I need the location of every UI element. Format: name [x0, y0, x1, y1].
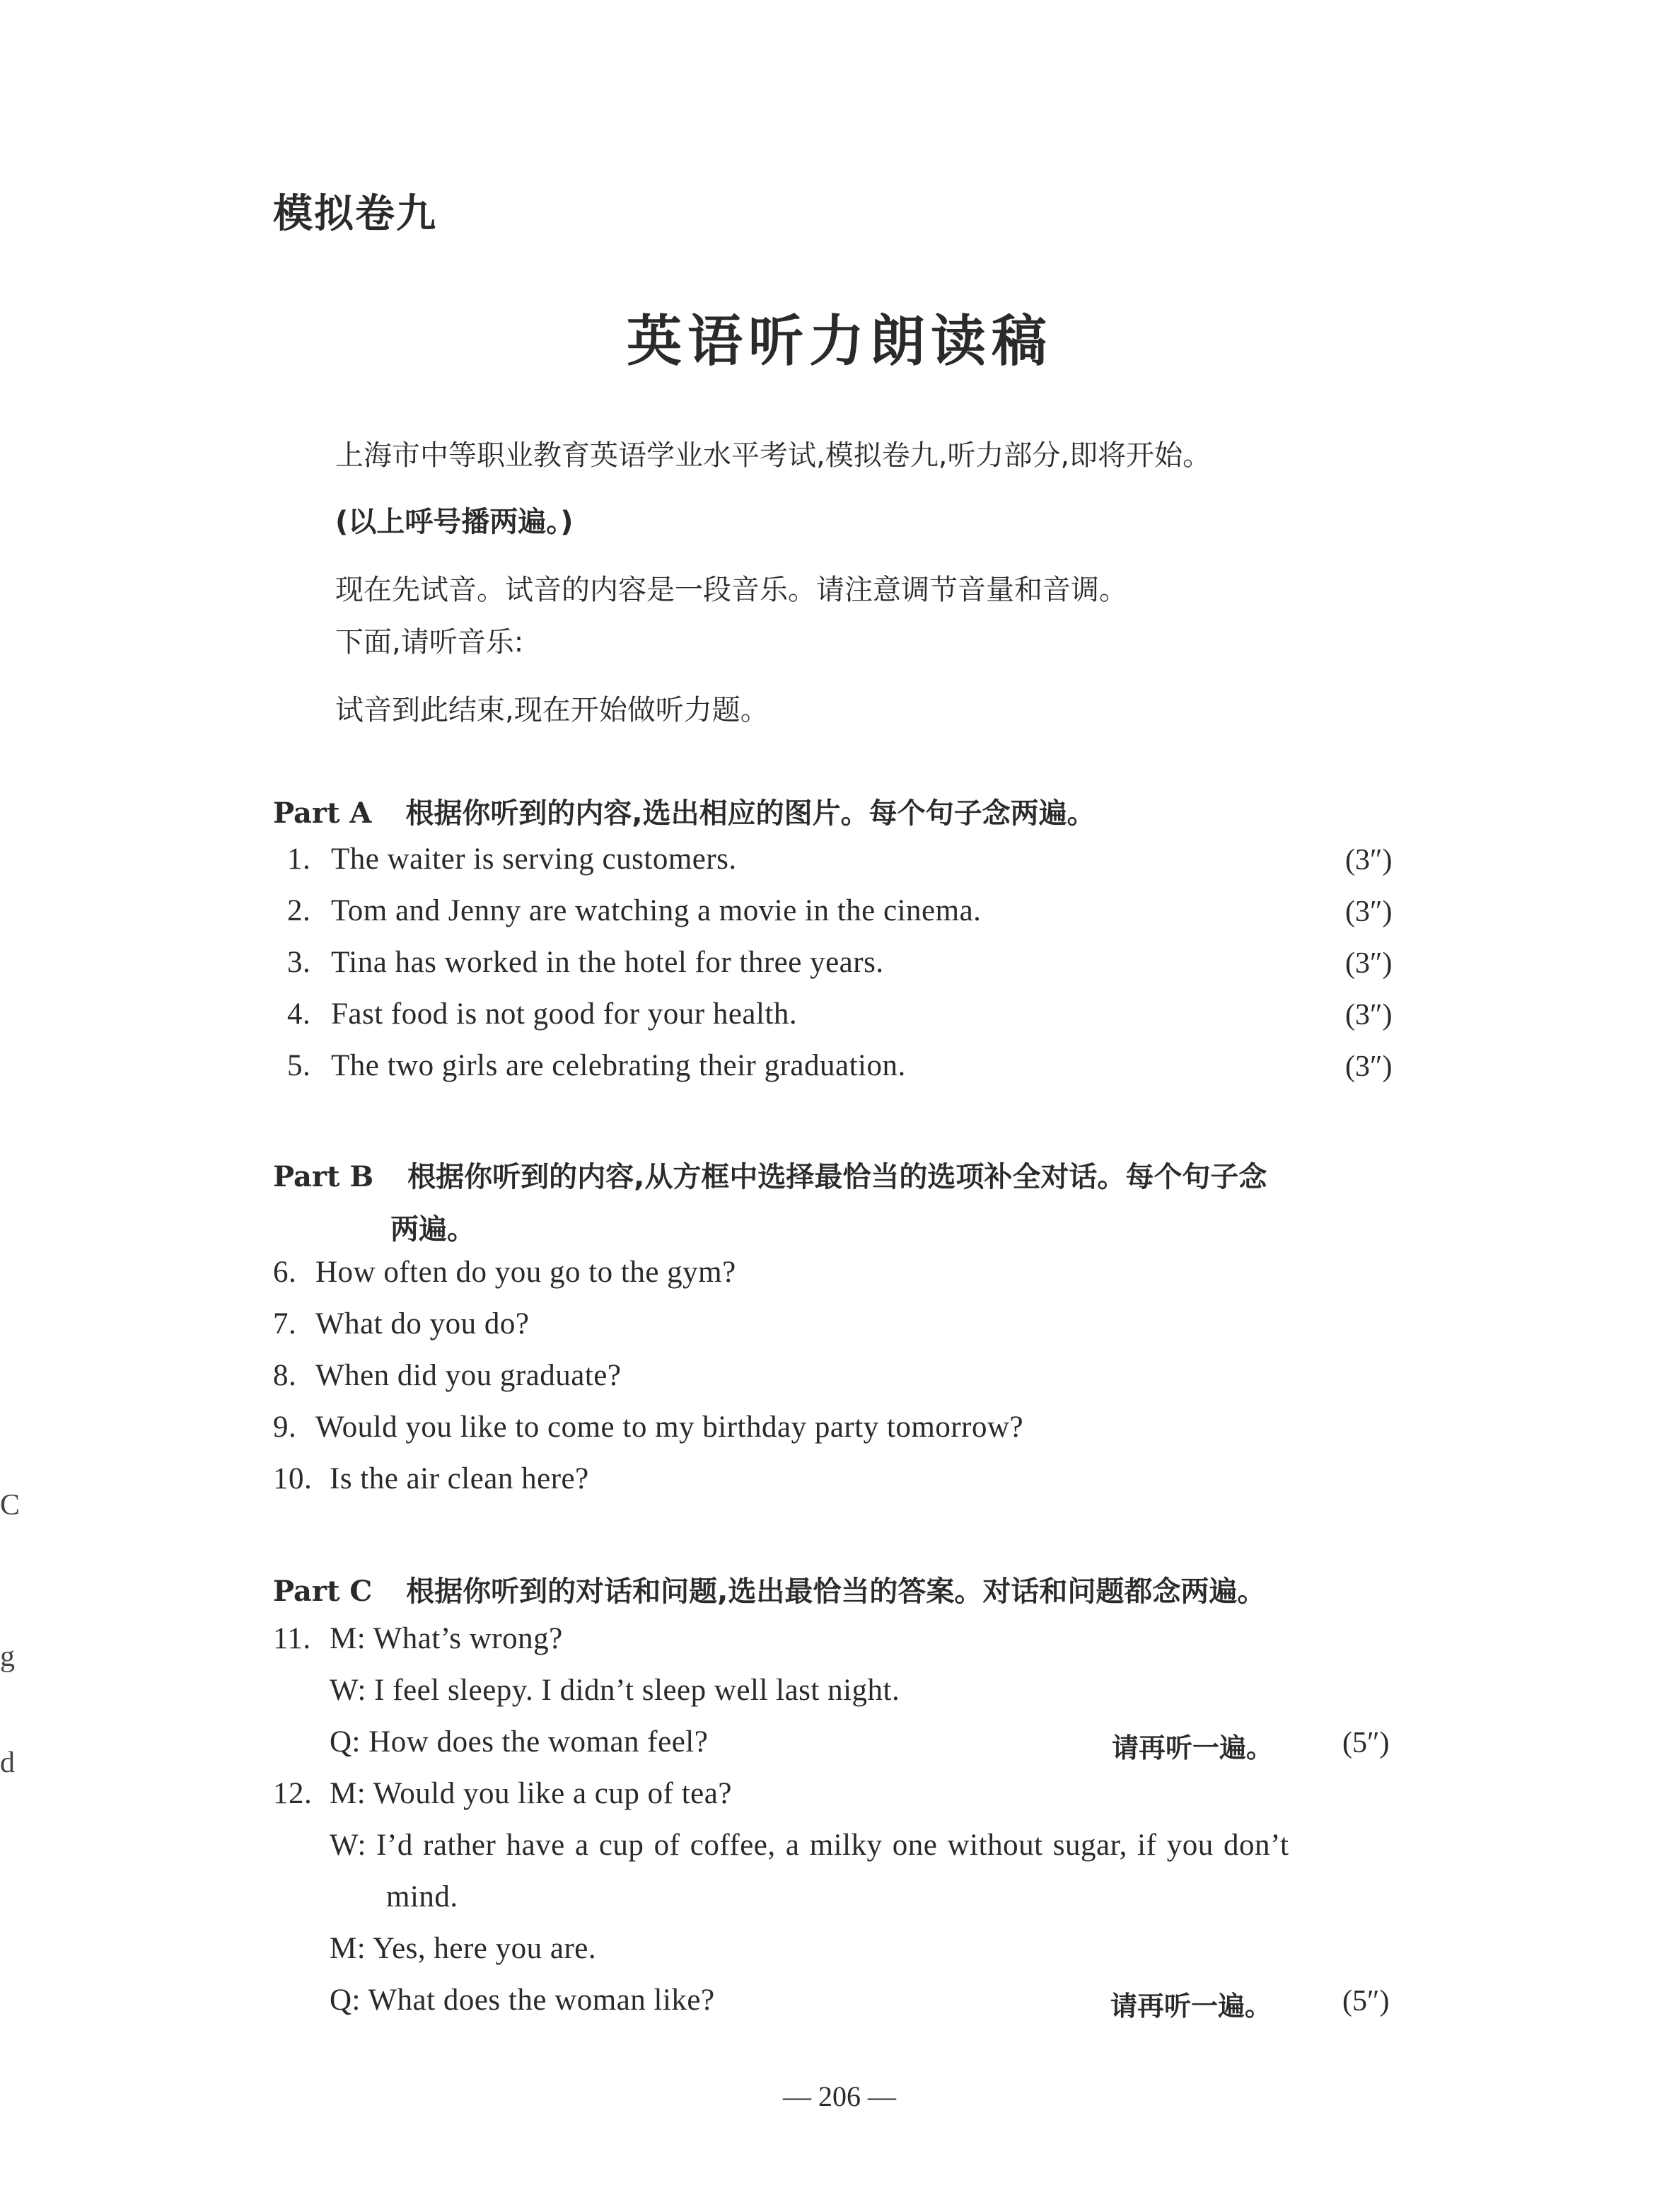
list-item: 10. Is the air clean here?: [273, 1462, 589, 1495]
q11-num: 11.: [273, 1622, 311, 1655]
intro-line-2: (以上呼号播两遍。): [335, 506, 574, 538]
list-item: 9. Would you like to come to my birthday party tomorrow?: [273, 1411, 1024, 1444]
part-b-label: Part B: [273, 1160, 374, 1193]
list-item: 7. What do you do?: [273, 1307, 530, 1340]
margin-mark: g: [0, 1640, 15, 1673]
q11-line-q: Q: How does the woman feel?: [330, 1725, 709, 1759]
page-title: 英语听力朗读稿: [626, 310, 1052, 374]
q12-line-m2: M: Yes, here you are.: [330, 1932, 597, 1965]
list-item: 3. Tina has worked in the hotel for three years.: [287, 946, 884, 979]
list-item: 1. The waiter is serving customers.: [287, 842, 737, 876]
list-item: 6. How often do you go to the gym?: [273, 1256, 736, 1289]
repeat-note: 请再听一遍。: [1110, 1991, 1272, 2022]
part-a-heading: [273, 791, 1096, 831]
time-label: (5″): [1342, 1985, 1390, 2017]
part-b-instruction-cont: 两遍。: [390, 1213, 475, 1246]
part-c-heading: [273, 1569, 1265, 1609]
part-a-label: Part A: [273, 797, 372, 830]
time-label: (3″): [1345, 844, 1393, 876]
part-b-instruction: 根据你听到的内容,从方框中选择最恰当的选项补全对话。每个句子念: [407, 1161, 1267, 1193]
list-item: 8. When did you graduate?: [273, 1359, 622, 1392]
time-label: (5″): [1342, 1727, 1390, 1759]
list-item: 5. The two girls are celebrating their graduation.: [287, 1049, 906, 1082]
list-item: 4. Fast food is not good for your health.: [287, 997, 798, 1031]
intro-line-1: 上海市中等职业教育英语学业水平考试,模拟卷九,听力部分,即将开始。: [335, 439, 1212, 472]
intro-line-4: 下面,请听音乐:: [335, 626, 524, 659]
time-label: (3″): [1345, 947, 1393, 980]
intro-line-3: 现在先试音。试音的内容是一段音乐。请注意调节音量和音调。: [335, 574, 1127, 606]
part-b-heading: [273, 1154, 1267, 1195]
q12-num: 12.: [273, 1777, 313, 1810]
time-label: (3″): [1345, 1050, 1393, 1083]
margin-mark: C: [0, 1489, 21, 1522]
part-a-instruction: 根据你听到的内容,选出相应的图片。每个句子念两遍。: [405, 797, 1096, 830]
time-label: (3″): [1345, 896, 1393, 928]
q11-line-m: M: What’s wrong?: [330, 1622, 563, 1655]
q11-line-w: W: I feel sleepy. I didn’t sleep well last night.: [330, 1674, 900, 1707]
repeat-note: 请再听一遍。: [1112, 1732, 1274, 1764]
list-item: 2. Tom and Jenny are watching a movie in the cinema.: [287, 894, 982, 927]
q12-line-q: Q: What does the woman like?: [330, 1984, 715, 2017]
page-number: — 206 —: [783, 2080, 896, 2112]
q12-line-w2: mind.: [386, 1880, 458, 1913]
margin-mark: d: [0, 1747, 15, 1779]
q12-line-w1: W: I’d rather have a cup of coffee, a milky one without sugar, if you don’t: [330, 1829, 1289, 1862]
time-label: (3″): [1345, 999, 1393, 1031]
part-c-label: Part C: [273, 1575, 373, 1608]
intro-line-5: 试音到此结束,现在开始做听力题。: [335, 694, 769, 726]
q12-line-m1: M: Would you like a cup of tea?: [330, 1777, 732, 1810]
set-title: 模拟卷九: [273, 191, 437, 237]
part-c-instruction: 根据你听到的对话和问题,选出最恰当的答案。对话和问题都念两遍。: [406, 1575, 1266, 1608]
